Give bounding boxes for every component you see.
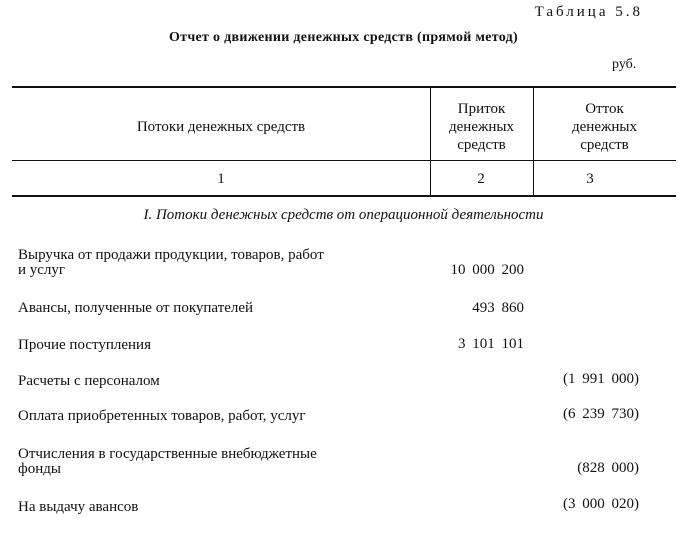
header-bottom-rule [12, 195, 676, 197]
currency-unit: руб. [612, 57, 637, 72]
row-label: Авансы, полученные от покупателей [18, 300, 254, 316]
inflow-value: 493 860 [472, 300, 524, 316]
column-number-1: 1 [217, 171, 225, 187]
report-title: Отчет о движении денежных средств (прямой метод) [168, 30, 519, 45]
inflow-value: 3 101 101 [458, 336, 524, 352]
outflow-value: (828 000) [577, 460, 639, 476]
header-divider [12, 160, 676, 161]
row-label-cont: фонды [18, 461, 61, 477]
inflow-value: 10 000 200 [450, 262, 524, 278]
row-label: На выдачу авансов [18, 499, 139, 515]
column-header-inflow: Приток денежных средств [449, 101, 514, 153]
table-number: Таблица 5.8 [534, 4, 643, 20]
row-label: Расчеты с персоналом [18, 373, 160, 389]
table-top-rule [12, 86, 676, 88]
row-label: Выручка от продажи продукции, товаров, работ [18, 247, 324, 263]
outflow-value: (3 000 020) [563, 496, 639, 512]
column-number-2: 2 [477, 171, 485, 187]
row-label: Прочие поступления [18, 337, 151, 353]
outflow-value: (1 991 000) [563, 371, 639, 387]
row-label: Оплата приобретенных товаров, работ, услуг [18, 408, 306, 424]
row-label-cont: и услуг [18, 262, 66, 278]
column-header-outflow: Отток денежных средств [572, 101, 637, 153]
outflow-value: (6 239 730) [563, 406, 639, 422]
section-title: I. Потоки денежных средств от операционной деятельности [143, 207, 544, 223]
column-number-3: 3 [586, 171, 594, 187]
row-label: Отчисления в государственные внебюджетные [18, 446, 317, 462]
column-header-flows: Потоки денежных средств [136, 119, 306, 135]
